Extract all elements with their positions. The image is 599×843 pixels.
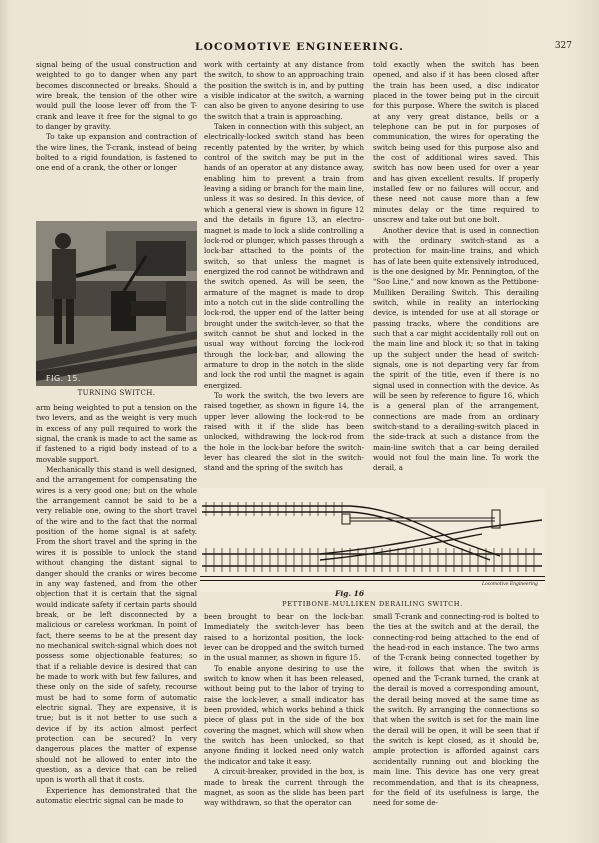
paragraph: told exactly when the switch has been opened, and also if it has been closed after the train has been used, a disc indicator placed in the tower being put in the circuit for this purpose. Where the switch is placed at any very great distance, bells or a telephone can be put in for purposes of communication, the wires for operating the switch being used for this purpose also and the cost of additional wires saved. This switch has now been used for over a year and has given excellent results. If properly installed few or no failures will occur, and these need not cause more than a few minutes delay or the time required to unscrew and take out but one bolt.: [373, 60, 539, 225]
paragraph: signal being of the usual construction and weighted to go to danger when any part becomes disconnected or breaks. Should a wire break, the tension of the other wire would pull the loose lever off from the T-crank and leave it free for the signal to go to danger by gravity.: [36, 60, 197, 132]
paragraph: arm being weighted to put a tension on the two levers, and as the weight is very much in excess of any pull required to work the signal, the crank is made to act the same as if fastened to a rigid body instead of to a movable support.: [36, 403, 197, 464]
derailing-switch-diagram: [200, 488, 545, 592]
track-plan-drawing: [200, 488, 545, 592]
paragraph: small T-crank and connecting-rod is bolted to the ties at the switch and at the derail, the connecting-rod being attached to the end of the head-rod in each instance. The two arms of the T-crank being connected together by wire, it follows that when the switch is opened and the T-crank turned, the crank at the derail is moved a corresponding amount, the derail being moved at the same time as the switch. By arranging the connections so that when the switch is set for the main line the derail will be open, it will be seen that if the switch is kept closed, as it should be, ample protection is afforded against cars accidentally running out and blocking the main line. This device has one very great recommendation, and that is its cheapness, for the field of its usefulness is large, the need for some de-: [373, 612, 539, 808]
column-middle-top: [204, 60, 364, 474]
photo-caption: TURNING SWITCH.: [77, 389, 156, 397]
column-left-top: [36, 60, 197, 174]
paragraph: Another device that is used in connection with the ordinary switch-stand as a protection for main-line trains, and which has of late been quite extensively introduced, is the one designed by Mr. Pennington, of the "Soo Line," and now known as the Pettibone-Mulliken Derailing Switch. This derailing switch, while in reality an interlocking device, is intended for use at all storage or passing tracks, where the conditions are such that a car might accidentally roll out on the main line and block it; so that in taking up the subject under the head of switch-signals, one is not departing very far from the spirit of the title, even if there is no signal used in connection with the device. As will be seen by reference to figure 16, which is a general plan of the arrangement, connections are made from an ordinary switch-stand to a derailing-switch placed in the side-track at such a distance from the main-line switch that a car being derailed would not foul the main line. To work the derail, a: [373, 225, 539, 473]
photo-illustration: [36, 221, 197, 386]
paragraph: Experience has demonstrated that the automatic electric signal can be made to: [36, 785, 197, 806]
column-right-top: [373, 60, 539, 474]
paragraph: Taken in connection with this subject, an electrically-locked switch stand has been recently patented by the writer, by which control of the switch may be put in the hands of an operator at any distance away, enabling him to prevent a train from leaving a siding or branch for the main line, unless it was so desired. In this device, of which a general view is shown in figure 12 and the details in figure 13, an electro-magnet is made to lock a slide controlling a lock-rod or plunger, which passes through a lock-bar attached to the points of the switch, so that unless the magnet is energized the rod cannot be withdrawn and the switch opened. As will be seen, the armature of the magnet is made to drop into a notch cut in the slide controlling the lock-rod, the upper end of the latter being brought under the switch-lever, so that the switch cannot be shut and locked in the usual way without forcing the lock-rod through the lock-bar, and allowing the armature to drop in the notch in the slide and lock the rod until the magnet is again energized.: [204, 122, 364, 390]
paragraph: A circuit-breaker, provided in the box, is made to break the current through the magnet, as soon as the slide has been part way withdrawn, so that the operator can: [204, 767, 364, 808]
paragraph: To take up expansion and contraction of the wire lines, the T-crank, instead of being bolted to a rigid foundation, is fastened to one end of a crank, the other or longer: [36, 132, 197, 173]
running-head: LOCOMOTIVE ENGINEERING.: [194, 41, 405, 53]
paragraph: Mechanically this stand is well designed, and the arrangement for compensating the wires is a very good one; but on the whole the arrangement cannot be said to be a very reliable one, owing to the short travel of the wire and to the fact that the normal position of the home signal is at safety. From the short travel and the spring in the wires it is possible to unlock the stand without changing the distant signal to danger should the cranks or wires become in any way fastened, and from the other objection that it is certain that the signal would indicate safety if certain parts should break, or be left disconnected by a malicious or careless workman. In point of fact, there seems to be at the present day no mechanical switch-signal which does not possess some objectionable features; so that if a reliable device is desired that can be made to work with but few failures, and these only on the side of safety, recourse must be had to some form of automatic electric signal. They are expensive, it is true; but is it not better to use such a device if by its action almost perfect protection can be secured? In very dangerous places the matter of expense should not be allowed to enter into the question, as a device that can be relied upon is worth all that it costs.: [36, 465, 197, 785]
diagram-credit: Locomotive Engineering: [482, 582, 538, 587]
diagram-figure-number: Fig. 16: [335, 589, 365, 598]
paragraph: work with certainty at any distance from the switch, to show to an approaching train the position the switch is in, and by putting a visible indicator at the switch, a warning can also be given to anyone desiring to use the switch that a train is approaching.: [204, 60, 364, 121]
paragraph: been brought to bear on the lock-bar. Immediately the switch-lever has been raised to a horizontal position, the lock-lever can be dropped and the switch turned in the usual manner, as shown in figure 15.: [204, 612, 364, 663]
diagram-caption: PETTIBONE-MULLIKEN DERAILING SWITCH.: [282, 600, 463, 608]
column-middle-bottom: [204, 612, 364, 809]
turning-switch-photo: [36, 221, 197, 386]
paragraph: To enable anyone desiring to use the switch to know when it has been released, without being put to the labor of trying to raise the lock-lever, a small indicator has been provided, which works behind a thick piece of glass put in the side of the box covering the magnet, which will show when the switch has been unlocked, so that anyone finding it locked need only watch the indicator and take it easy.: [204, 663, 364, 766]
photo-figure-label: FIG. 15.: [46, 374, 81, 383]
column-left-bottom: [36, 403, 197, 806]
column-right-bottom: [373, 612, 539, 809]
paragraph: To work the switch, the two levers are raised together, as shown in figure 14, the upper lever allowing the lock-rod to be raised with it if the slide has been unlocked, withdrawing the lock-rod from the hole in the lock-bar before the switch-lever has cleared the slot in the switch-stand and the spring of the switch has: [204, 391, 364, 473]
page-number: 327: [554, 41, 572, 51]
